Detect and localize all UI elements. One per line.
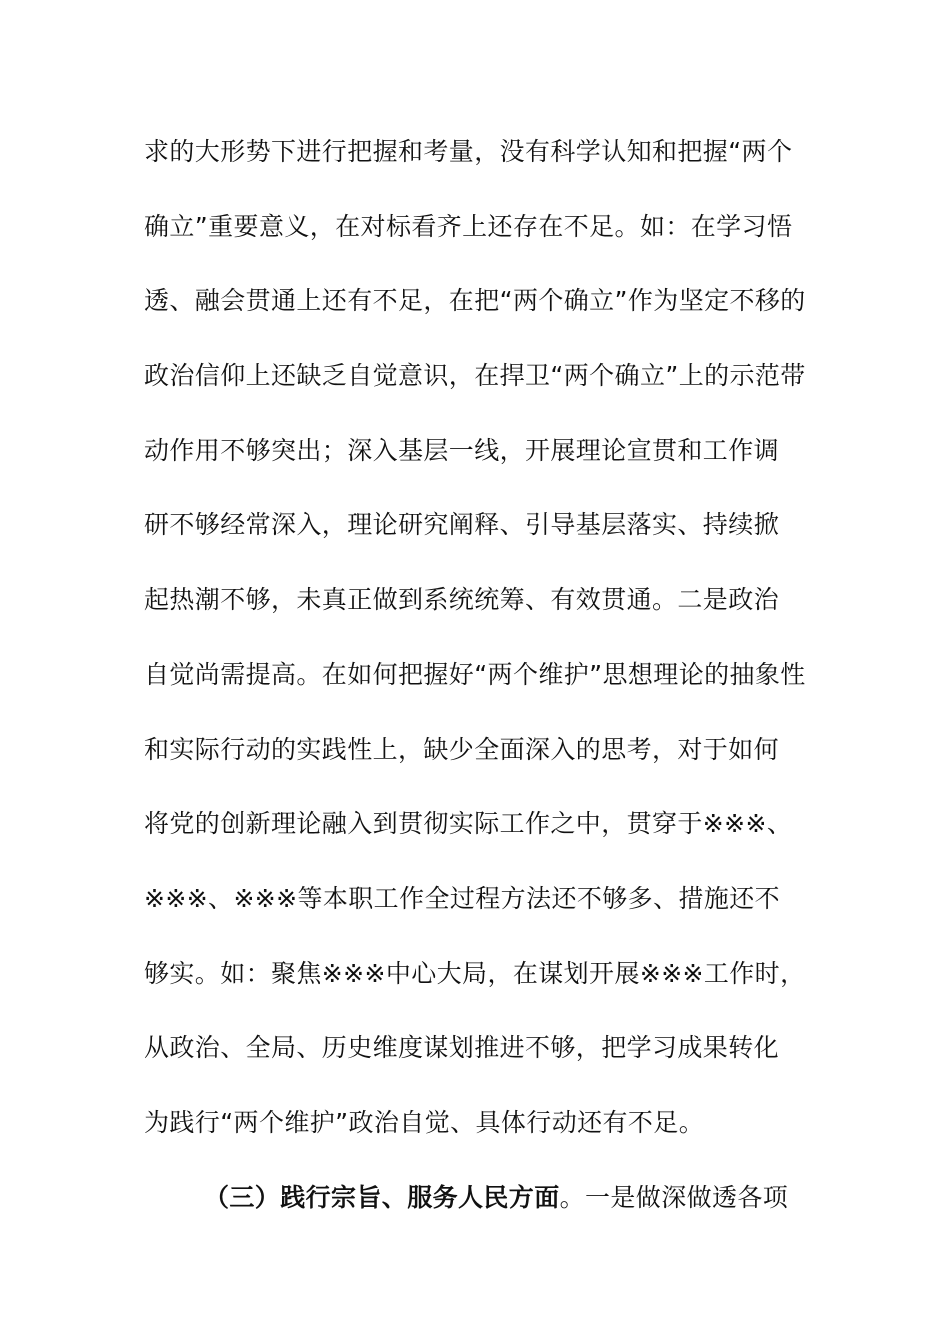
text-line: 为践行“两个维护”政治自觉、具体行动还有不足。	[144, 1107, 705, 1137]
text-line: ※※※、※※※等本职工作全过程方法还不够多、措施还不	[144, 883, 781, 913]
section-text: 。一是做深做透各项	[559, 1182, 789, 1212]
text-line: 起热潮不够，未真正做到系统统筹、有效贯通。二是政治	[144, 585, 780, 615]
text-line: 和实际行动的实践性上，缺少全面深入的思考，对于如何	[144, 734, 780, 764]
text-line: 政治信仰上还缺乏自觉意识，在捍卫“两个确立”上的示范带	[144, 361, 806, 391]
text-line: 从政治、全局、历史维度谋划推进不够，把学习成果转化	[144, 1033, 780, 1063]
section-heading: （三）践行宗旨、服务人民方面	[204, 1182, 560, 1212]
text-line: 够实。如：聚焦※※※中心大局，在谋划开展※※※工作时，	[144, 958, 806, 988]
text-line: 动作用不够突出；深入基层一线，开展理论宣贯和工作调	[144, 435, 780, 465]
section-line	[144, 1170, 844, 1245]
text-line: 自觉尚需提高。在如何把握好“两个维护”思想理论的抽象性	[144, 659, 806, 689]
text-line: 求的大形势下进行把握和考量，没有科学认知和把握“两个	[144, 137, 793, 166]
body-text	[144, 124, 844, 1244]
text-line: 研不够经常深入，理论研究阐释、引导基层落实、持续掀	[144, 510, 780, 540]
text-line: 确立”重要意义，在对标看齐上还存在不足。如：在学习悟	[144, 211, 793, 241]
text-line: 透、融会贯通上还有不足，在把“两个确立”作为坚定不移的	[144, 286, 806, 316]
text-line: 将党的创新理论融入到贯彻实际工作之中，贯穿于※※※、	[144, 809, 793, 839]
